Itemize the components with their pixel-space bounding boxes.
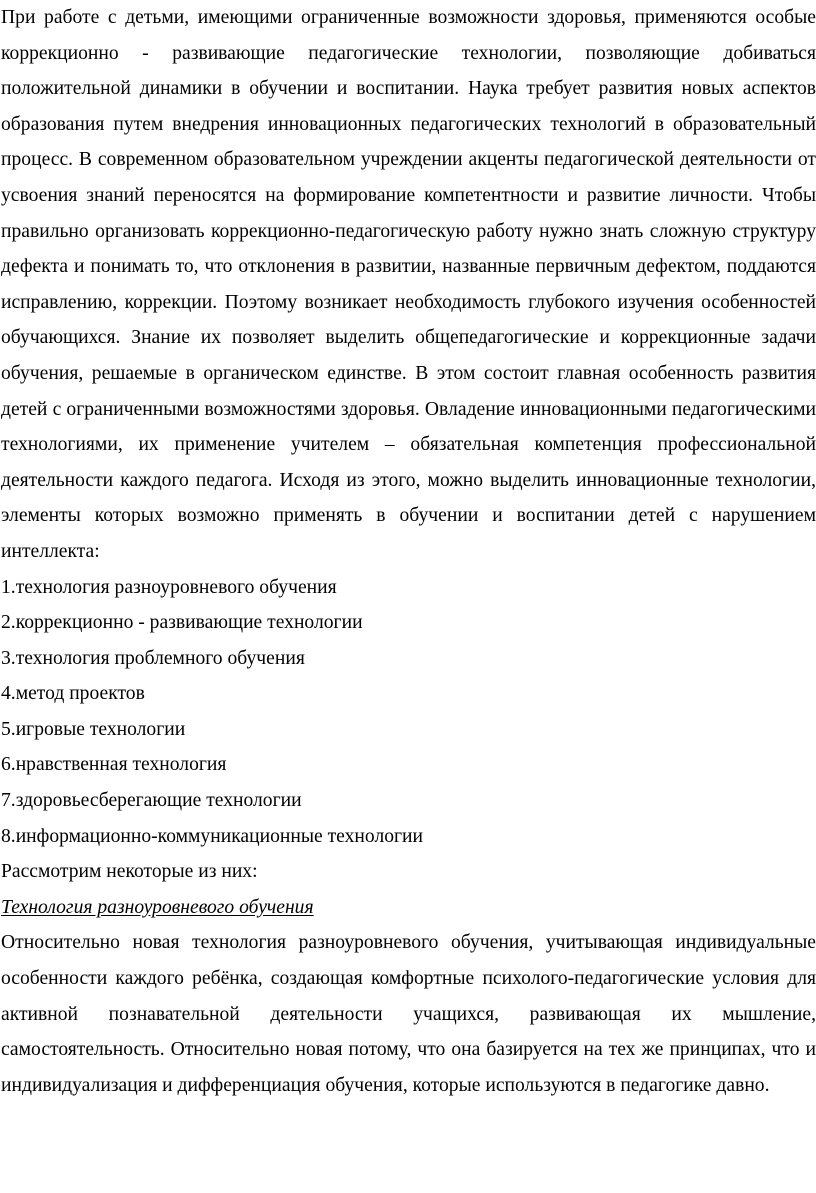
paragraph-intro: При работе с детьми, имеющими ограниченные возможности здоровья, применяются особые коррекционно - развивающие педагогические технологии, позволяющие добиваться положительной динамики в обучении и воспитании. Наука требует развития новых аспектов образования путем внедрения инновационных педагогических технологий в образовательный процесс. В современном образовательном учреждении акценты педагогической деятельности от усвоения знаний переносятся на формирование компетентности и развитие личности. Чтобы правильно организовать коррекционно-педагогическую работу нужно знать сложную структуру дефекта и понимать то, что отклонения в развитии, названные первичным дефектом, поддаются исправлению, коррекции. Поэтому возникает необходимость глубокого изучения особенностей обучающихся. Знание их позволяет выделить общепедагогические и коррекционные задачи обучения, решаемые в органическом единстве. В этом состоит главная особенность развития детей с ограниченными возможностями здоровья. Овладение инновационными педагогическими технологиями, их применение учителем – обязательная компетенция профессиональной деятельности каждого педагога. Исходя из этого, можно выделить инновационные технологии, элементы которых возможно применять в обучении и воспитании детей с нарушением интеллекта: bbox=[1, 7, 816, 562]
list-item: 4.метод проектов bbox=[1, 683, 145, 705]
list-item: 2.коррекционно - развивающие технологии bbox=[1, 612, 363, 634]
intro-line: Рассмотрим некоторые из них: bbox=[1, 861, 258, 883]
paragraph-section: Относительно новая технология разноуровневого обучения, учитывающая индивидуальные особенности каждого ребёнка, создающая комфортные психолого-педагогические условия для активной познавательной деятельности учащихся, развивающая их мышление, самостоятельность. Относительно новая потому, что она базируется на тех же принципах, что и индивидуализация и дифференциация обучения, которые используются в педагогике давно. bbox=[1, 932, 816, 1096]
section-heading: Технология разноуровневого обучения bbox=[1, 896, 314, 918]
technologies-list bbox=[1, 570, 816, 855]
list-item: 5.игровые технологии bbox=[1, 718, 186, 740]
list-item: 6.нравственная технология bbox=[1, 754, 227, 776]
list-item: 8.информационно-коммуникационные технологии bbox=[1, 825, 424, 847]
list-item: 1.технология разноуровневого обучения bbox=[1, 576, 337, 598]
list-item: 7.здоровьесберегающие технологии bbox=[1, 790, 302, 812]
list-item: 3.технология проблемного обучения bbox=[1, 647, 305, 669]
